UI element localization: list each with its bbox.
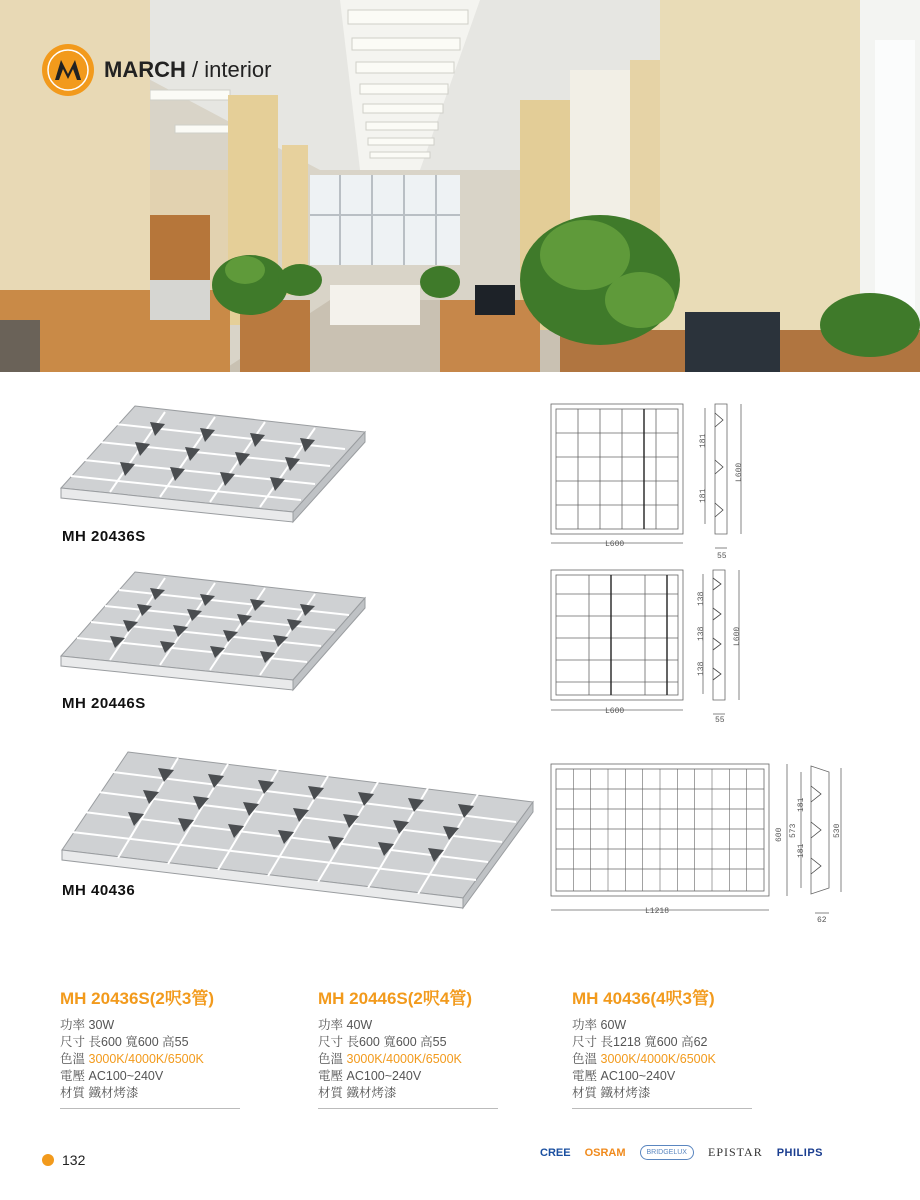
svg-text:530: 530 [833, 823, 842, 838]
svg-text:55: 55 [717, 552, 727, 560]
spec-block-40436 [572, 984, 752, 1109]
spec-color-temp: 色溫 3000K/4000K/6500K [60, 1052, 204, 1066]
divider [318, 1108, 498, 1109]
fixture-image-20446s [55, 568, 375, 698]
spec-title: MH 40436(4呎3管) [572, 989, 715, 1008]
svg-text:L1218: L1218 [645, 907, 670, 916]
svg-text:55: 55 [715, 716, 725, 725]
cree-logo: CREE [540, 1146, 571, 1159]
spec-material: 材質 鐵材烤漆 [318, 1086, 397, 1100]
spec-voltage: 電壓 AC100~240V [60, 1069, 164, 1083]
svg-text:138: 138 [697, 591, 706, 606]
divider [60, 1108, 240, 1109]
spec-color-temp: 色溫 3000K/4000K/6500K [572, 1052, 716, 1066]
svg-text:181: 181 [699, 433, 708, 448]
page-dot-icon [42, 1154, 54, 1166]
svg-text:181: 181 [699, 488, 708, 503]
svg-text:L600: L600 [735, 462, 744, 482]
spec-power: 功率 30W [60, 1018, 115, 1032]
spec-size: 尺寸 長600 寬600 高55 [318, 1035, 447, 1049]
fixture-image-20436s [55, 402, 375, 534]
brand-name: MARCH / interior [104, 57, 272, 82]
svg-text:138: 138 [697, 661, 706, 676]
spec-size: 尺寸 長600 寬600 高55 [60, 1035, 189, 1049]
epistar-logo: EPISTAR [707, 1145, 763, 1159]
model-label-20436s: MH 20436S [62, 528, 146, 545]
svg-text:138: 138 [697, 626, 706, 641]
office-photo [0, 0, 920, 372]
svg-text:L600: L600 [605, 540, 625, 549]
spec-material: 材質 鐵材烤漆 [60, 1086, 139, 1100]
partner-brands [540, 1145, 823, 1160]
svg-text:L600: L600 [605, 707, 625, 716]
march-logo-icon [42, 44, 94, 96]
technical-drawing-40436 [545, 758, 865, 928]
spec-power: 功率 60W [572, 1018, 627, 1032]
spec-color-temp: 色溫 3000K/4000K/6500K [318, 1052, 462, 1066]
model-label-40436: MH 40436 [62, 882, 136, 899]
philips-logo: PHILIPS [776, 1146, 823, 1159]
svg-text:181: 181 [797, 797, 806, 812]
svg-text:600: 600 [775, 827, 784, 842]
technical-drawing-20436s [545, 398, 765, 560]
spec-size: 尺寸 長1218 寬600 高62 [572, 1035, 708, 1049]
spec-title: MH 20446S(2呎4管) [318, 989, 473, 1008]
spec-title: MH 20436S(2呎3管) [60, 989, 215, 1008]
spec-power: 功率 40W [318, 1018, 373, 1032]
svg-text:62: 62 [817, 916, 827, 925]
brand-header [42, 44, 271, 96]
osram-logo: OSRAM [584, 1146, 626, 1159]
svg-text:181: 181 [797, 843, 806, 858]
spec-block-20446s [318, 984, 498, 1109]
model-label-20446s: MH 20446S [62, 695, 146, 712]
spec-voltage: 電壓 AC100~240V [318, 1069, 422, 1083]
svg-text:573: 573 [789, 823, 798, 838]
technical-drawing-20446s [545, 566, 765, 728]
divider [572, 1108, 752, 1109]
page-number: 132 [42, 1152, 85, 1168]
spec-material: 材質 鐵材烤漆 [572, 1086, 651, 1100]
bridgelux-logo: BRIDGELUX [640, 1145, 694, 1160]
spec-voltage: 電壓 AC100~240V [572, 1069, 676, 1083]
spec-block-20436s [60, 984, 240, 1109]
svg-text:L600: L600 [733, 626, 742, 646]
